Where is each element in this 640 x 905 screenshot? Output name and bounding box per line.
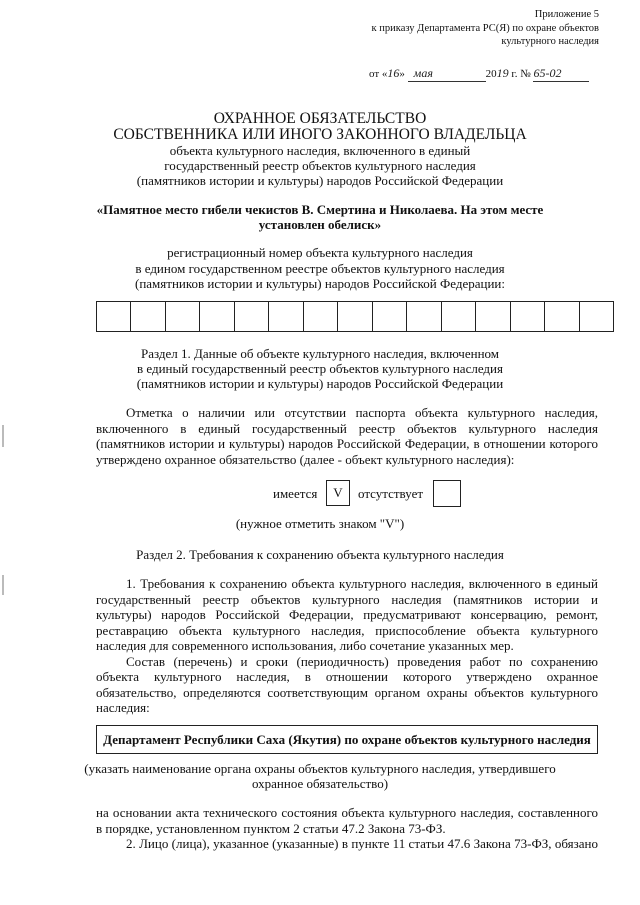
year-prefix: 20: [485, 68, 497, 80]
registration-cell[interactable]: [166, 302, 200, 331]
works-line2: объекта культурного наследия, в отношении которого утверждено охранное: [96, 669, 598, 684]
document-subtitle-line3: (памятников истории и культуры) народов Российской Федерации: [136, 173, 504, 188]
basis-line1: на основании акта технического состояния объекта культурного наследия, составленного: [96, 805, 598, 820]
registration-caption-line2: в едином государственном реестре объектов культурного наследия: [135, 261, 505, 276]
requirements-line4: реставрацию объекта культурного наследия, приспособление объекта культурного: [96, 622, 598, 638]
document-subtitle-line1: объекта культурного наследия, включенного в единый: [169, 143, 471, 158]
passport-has-label: имеется: [273, 486, 318, 501]
document-subtitle-line2: государственный реестр объектов культурного наследия: [164, 158, 476, 173]
requirements-line2: государственный реестр объектов культурного наследия (памятников истории и: [96, 591, 598, 607]
registration-cell[interactable]: [373, 302, 407, 331]
date-month: мая: [408, 66, 486, 82]
date-prefix: от «: [369, 68, 388, 80]
basis-paragraph: [96, 805, 598, 852]
works-line1: Состав (перечень) и сроки (периодичность) проведения работ по сохранению: [126, 653, 598, 669]
registration-cell[interactable]: [580, 302, 613, 331]
section1-title-line2: в единый государственный реестр объектов культурного наследия: [137, 361, 503, 376]
organ-note-line1: (указать наименование органа охраны объектов культурного наследия, утвердившего: [84, 761, 556, 776]
registration-cell[interactable]: [235, 302, 269, 331]
registration-cell[interactable]: [407, 302, 441, 331]
passport-has-checkbox[interactable]: V: [326, 480, 350, 506]
requirements-line1: 1. Требования к сохранению объекта культурного наследия, включенного в единый: [126, 576, 598, 591]
registration-cell[interactable]: [545, 302, 579, 331]
object-name-line2: установлен обелиск»: [258, 217, 382, 232]
passport-paragraph-line1: Отметка о наличии или отсутствии паспорта объекта культурного наследия,: [126, 405, 598, 420]
organ-note-line2: охранное обязательство): [251, 776, 389, 791]
registration-caption-line1: регистрационный номер объекта культурного наследия: [167, 245, 473, 260]
passport-paragraph-line3: (памятников истории и культуры) народов Российской Федерации, в отношении которого: [96, 436, 598, 451]
passport-paragraph: [96, 405, 598, 467]
requirements-paragraph: [96, 576, 598, 716]
registration-caption-line3: (памятников истории и культуры) народов Российской Федерации:: [135, 276, 505, 291]
registration-cell[interactable]: [97, 302, 131, 331]
date-mid: »: [399, 68, 405, 80]
date-day: 16: [387, 66, 400, 80]
passport-absent-label: отсутствует: [358, 486, 424, 501]
requirements-line3: культуры) народов Российской Федерации, предусматривают консервацию, ремонт,: [96, 607, 598, 622]
document-title-line2: СОБСТВЕННИКА ИЛИ ИНОГО ЗАКОННОГО ВЛАДЕЛЬЦА: [113, 126, 527, 143]
order-number: 65-02: [533, 66, 589, 82]
year-suffix: 19: [496, 66, 509, 80]
registration-cell[interactable]: [131, 302, 165, 331]
works-line3: обязательство, определяются соответствующим органом охраны объектов культурного: [96, 684, 598, 700]
order-reference-line2: культурного наследия: [501, 36, 599, 47]
scan-margin-mark: [2, 575, 4, 595]
object-name-line1: «Памятное место гибели чекистов В. Смертина и Николаева. На этом месте: [96, 202, 544, 217]
requirements-line5: наследия для современного использования, либо сочетание указанных мер.: [96, 638, 514, 653]
registration-cell[interactable]: [511, 302, 545, 331]
section1-title-line3: (памятников истории и культуры) народов Российской Федерации: [136, 376, 504, 391]
scan-margin-mark: [2, 425, 4, 447]
registration-cell[interactable]: [269, 302, 303, 331]
protection-organ-name: Департамент Республики Саха (Якутия) по охране объектов культурного наследия: [96, 725, 598, 754]
registration-number-grid: [96, 301, 614, 332]
number-label: г. №: [511, 68, 531, 80]
passport-absent-checkbox[interactable]: [433, 480, 461, 507]
section1-title-line1: Раздел 1. Данные об объекте культурного наследия, включенном: [140, 346, 500, 361]
passport-paragraph-line4: утверждено охранное обязательство (далее - объект культурного наследия):: [96, 451, 515, 467]
section2-title: Раздел 2. Требования к сохранению объекта культурного наследия: [136, 547, 504, 562]
works-line4: наследия:: [96, 700, 150, 715]
obligation-line1: 2. Лицо (лица), указанное (указанные) в пункте 11 статьи 47.6 Закона 73-ФЗ, обязано: [126, 836, 598, 851]
registration-cell[interactable]: [442, 302, 476, 331]
registration-cell[interactable]: [304, 302, 338, 331]
appendix-label: Приложение 5: [534, 9, 599, 20]
registration-cell[interactable]: [200, 302, 234, 331]
order-date-line: [369, 66, 599, 84]
registration-cell[interactable]: [338, 302, 372, 331]
passport-paragraph-line2: включенного в единый государственный реестр объектов культурного наследия: [96, 420, 598, 436]
basis-line2: в порядке, установленном пунктом 2 статьи 47.2 Закона 73-ФЗ.: [96, 820, 446, 836]
registration-cell[interactable]: [476, 302, 510, 331]
checkbox-instruction-note: (нужное отметить знаком "V"): [235, 516, 405, 531]
order-reference-line1: к приказу Департамента РС(Я) по охране объектов: [371, 23, 599, 34]
document-title-line1: ОХРАННОЕ ОБЯЗАТЕЛЬСТВО: [213, 110, 427, 127]
